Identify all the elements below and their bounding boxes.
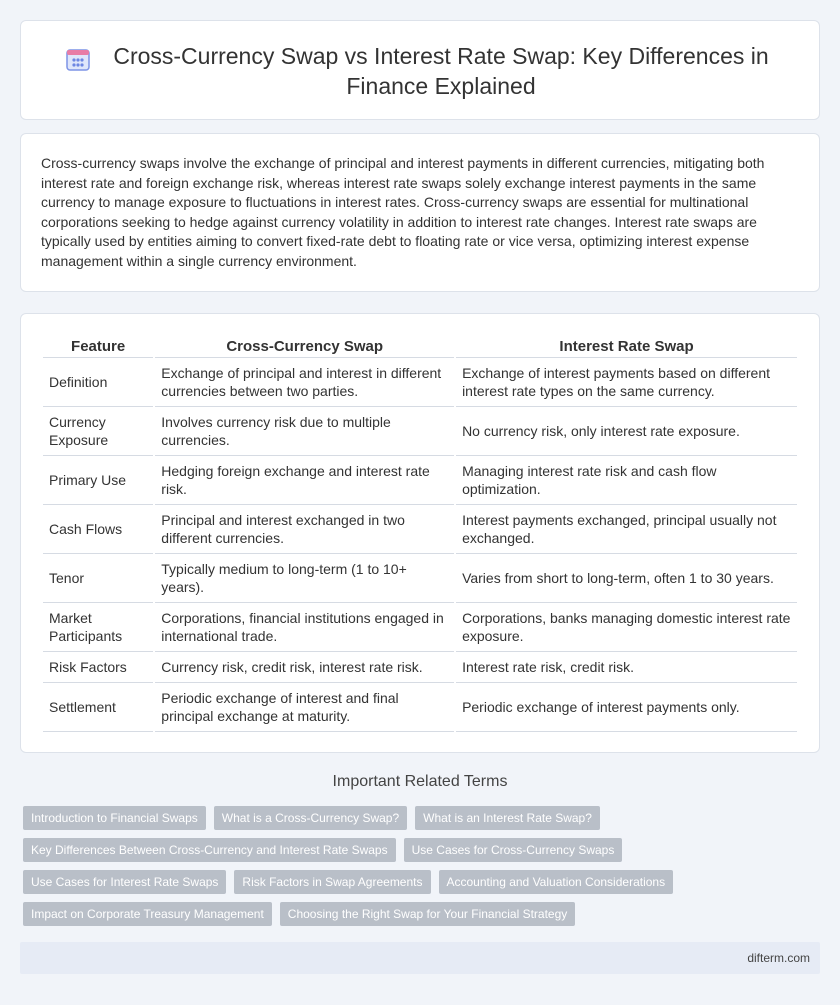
related-terms-list: [23, 806, 823, 926]
interest-rate-cell: Interest payments exchanged, principal usually not exchanged.: [456, 505, 797, 554]
table-row: [43, 456, 797, 505]
cross-currency-cell: Involves currency risk due to multiple currencies.: [155, 407, 454, 456]
footer-bar: [20, 942, 820, 974]
cross-currency-cell: Exchange of principal and interest in different currencies between two parties.: [155, 358, 454, 407]
table-row: [43, 407, 797, 456]
footer-site-link[interactable]: difterm.com: [747, 951, 810, 965]
table-row: [43, 603, 797, 652]
header-cross-currency: Cross-Currency Swap: [155, 334, 454, 358]
cross-currency-cell: Corporations, financial institutions engaged in international trade.: [155, 603, 454, 652]
table-row: [43, 683, 797, 732]
table-row: [43, 652, 797, 683]
cross-currency-cell: Hedging foreign exchange and interest rate risk.: [155, 456, 454, 505]
related-term-tag[interactable]: What is an Interest Rate Swap?: [415, 806, 600, 830]
feature-cell: Tenor: [43, 554, 153, 603]
interest-rate-cell: Exchange of interest payments based on different interest rate types on the same currency.: [456, 358, 797, 407]
related-term-tag[interactable]: Introduction to Financial Swaps: [23, 806, 206, 830]
cross-currency-cell: Currency risk, credit risk, interest rate risk.: [155, 652, 454, 683]
feature-cell: Definition: [43, 358, 153, 407]
related-term-tag[interactable]: What is a Cross-Currency Swap?: [214, 806, 407, 830]
header-feature: Feature: [43, 334, 153, 358]
page-title: Cross-Currency Swap vs Interest Rate Swap: Key Differences in Finance Explained: [113, 43, 769, 99]
table-row: [43, 505, 797, 554]
related-term-tag[interactable]: Key Differences Between Cross-Currency and Interest Rate Swaps: [23, 838, 396, 862]
title-card: [20, 20, 820, 120]
intro-paragraph: Cross-currency swaps involve the exchange of principal and interest payments in different currencies, mitigating both interest rate and foreign exchange risk, whereas interest rate swaps solely exchange interest payments in the same currency to manage exposure to fluctuations in interest rates. Cross-currency swaps are essential for multinational corporations seeking to hedge against currency volatility in addition to interest rate changes. Interest rate swaps are typically used by entities aiming to convert fixed-rate debt to floating rate or vice versa, optimizing interest expense management within a single currency environment.: [41, 155, 765, 269]
interest-rate-cell: Managing interest rate risk and cash flow optimization.: [456, 456, 797, 505]
related-term-tag[interactable]: Choosing the Right Swap for Your Financial Strategy: [280, 902, 576, 926]
related-terms-heading: Important Related Terms: [332, 773, 508, 790]
feature-cell: Market Participants: [43, 603, 153, 652]
cross-currency-cell: Principal and interest exchanged in two different currencies.: [155, 505, 454, 554]
interest-rate-cell: Interest rate risk, credit risk.: [456, 652, 797, 683]
comparison-table: [41, 334, 799, 732]
feature-cell: Risk Factors: [43, 652, 153, 683]
comparison-card: [20, 313, 820, 753]
related-term-tag[interactable]: Risk Factors in Swap Agreements: [234, 870, 430, 894]
interest-rate-cell: Periodic exchange of interest payments only.: [456, 683, 797, 732]
related-term-tag[interactable]: Use Cases for Cross-Currency Swaps: [404, 838, 623, 862]
table-header-row: [43, 334, 797, 358]
feature-cell: Cash Flows: [43, 505, 153, 554]
table-row: [43, 554, 797, 603]
header-interest-rate: Interest Rate Swap: [456, 334, 797, 358]
interest-rate-cell: Corporations, banks managing domestic interest rate exposure.: [456, 603, 797, 652]
feature-cell: Primary Use: [43, 456, 153, 505]
feature-cell: Settlement: [43, 683, 153, 732]
intro-card: [20, 133, 820, 292]
interest-rate-cell: Varies from short to long-term, often 1 to 30 years.: [456, 554, 797, 603]
cross-currency-cell: Typically medium to long-term (1 to 10+ years).: [155, 554, 454, 603]
table-row: [43, 358, 797, 407]
related-term-tag[interactable]: Impact on Corporate Treasury Management: [23, 902, 272, 926]
related-term-tag[interactable]: Accounting and Valuation Considerations: [439, 870, 674, 894]
feature-cell: Currency Exposure: [43, 407, 153, 456]
cross-currency-cell: Periodic exchange of interest and final principal exchange at maturity.: [155, 683, 454, 732]
related-term-tag[interactable]: Use Cases for Interest Rate Swaps: [23, 870, 226, 894]
interest-rate-cell: No currency risk, only interest rate exposure.: [456, 407, 797, 456]
